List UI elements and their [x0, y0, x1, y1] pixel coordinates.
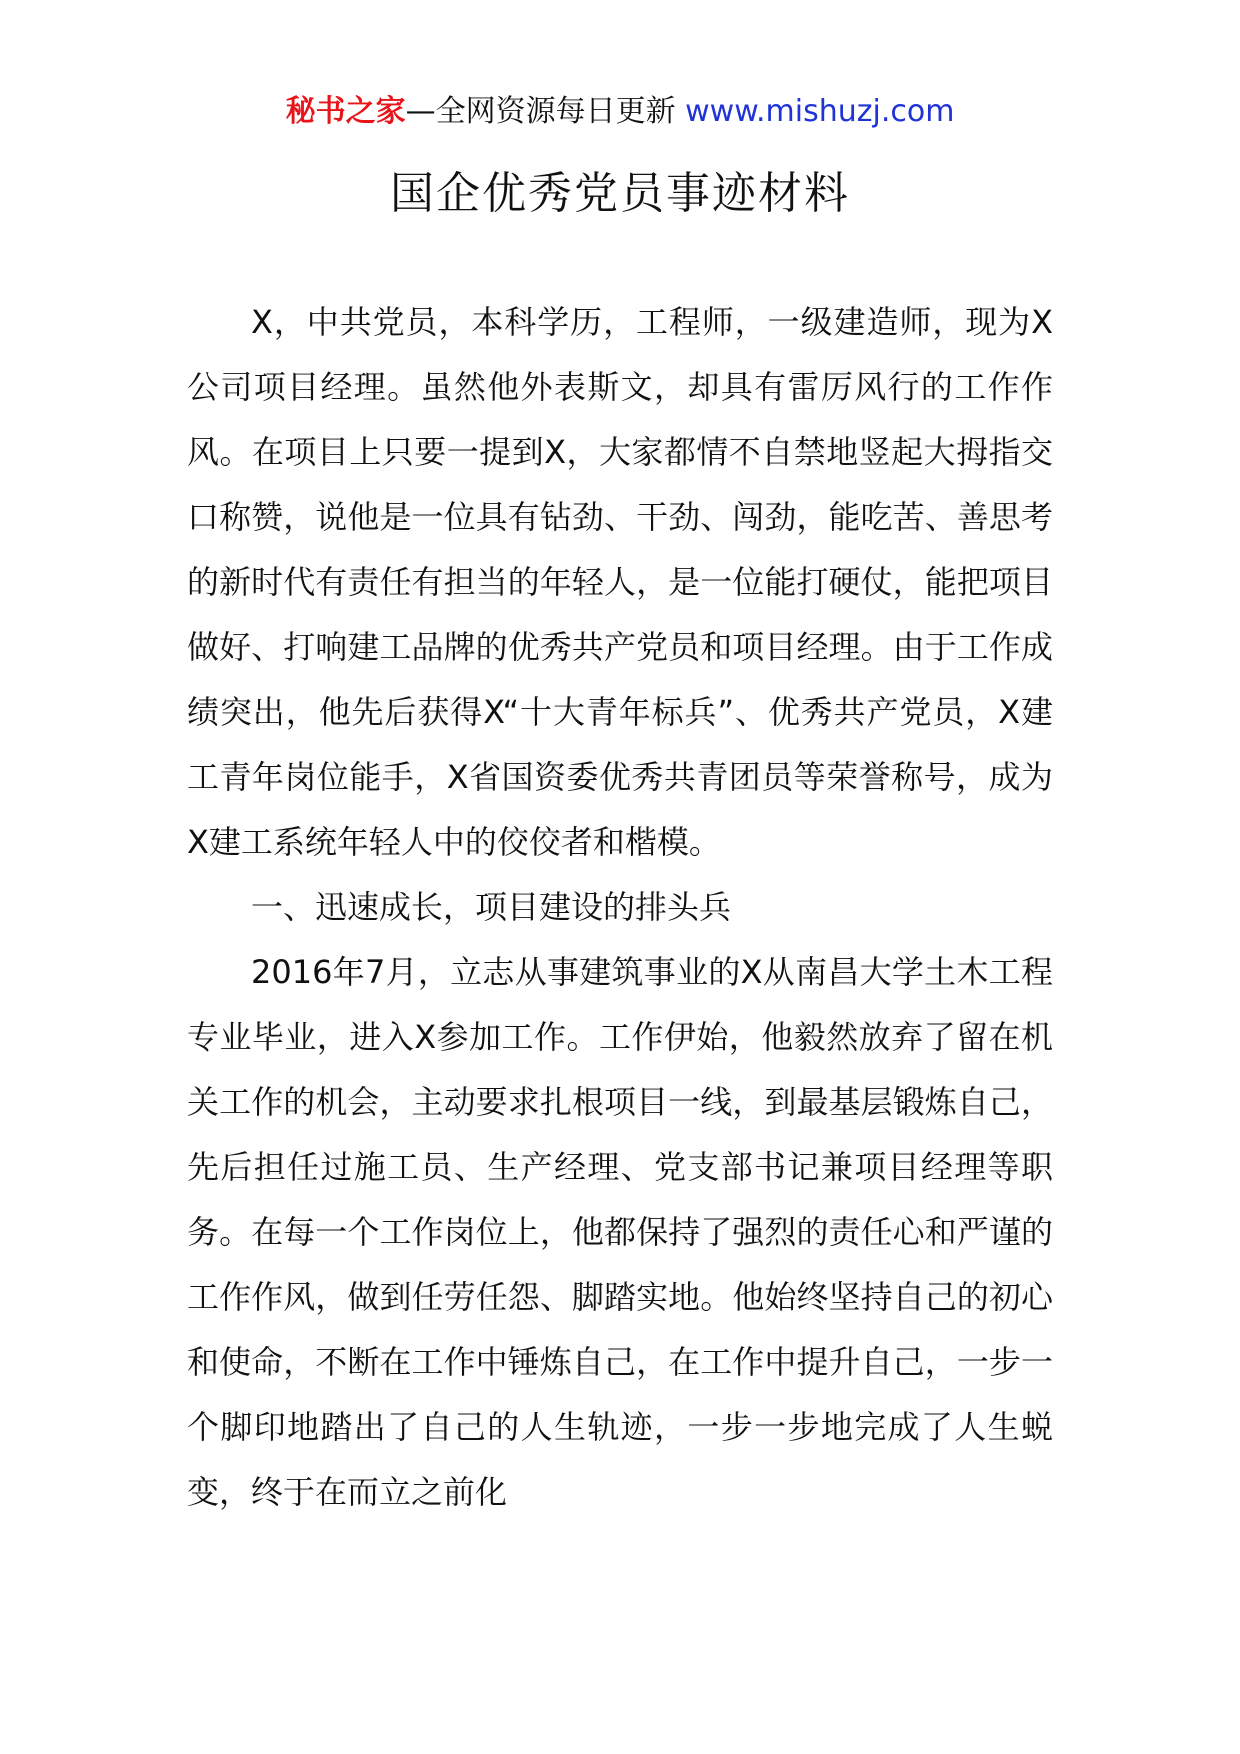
document-title: 国企优秀党员事迹材料 [390, 168, 850, 219]
site-tagline: —全网资源每日更新 [405, 94, 686, 129]
body-paragraph: 2016年7月，立志从事建筑事业的X从南昌大学土木工程专业毕业，进入X参加工作。工作伊始，他毅然放弃了留在机关工作的机会，主动要求扎根项目一线，到最基层锻炼自己，先后担任过施工员、生产经理、党支部书记兼项目经理等职务。在每一个工作岗位上，他都保持了强烈的责任心和严谨的工作作风，做到任劳任怨、脚踏实地。他始终坚持自己的初心和使命，不断在工作中锤炼自己，在工作中提升自己，一步一个脚印地踏出了自己的人生轨迹，一步一步地完成了人生蜕变，终于在而立之前化 [187, 953, 1053, 1511]
intro-paragraph: X，中共党员，本科学历，工程师，一级建造师，现为X公司项目经理。虽然他外表斯文，却具有雷厉风行的工作作风。在项目上只要一提到X，大家都情不自禁地竖起大拇指交口称赞，说他是一位具有钻劲、干劲、闯劲，能吃苦、善思考的新时代有责任有担当的年轻人，是一位能打硬仗，能把项目做好、打响建工品牌的优秀共产党员和项目经理。由于工作成绩突出，他先后获得X“十大青年标兵”、优秀共产党员，X建工青年岗位能手，X省国资委优秀共青团员等荣誉称号，成为X建工系统年轻人中的佼佼者和楷模。 [187, 303, 1053, 861]
section-heading: 一、迅速成长，项目建设的排头兵 [251, 888, 732, 926]
site-url-link[interactable]: www.mishuzj.com [685, 94, 955, 129]
document-body [187, 290, 1053, 1525]
site-brand: 秘书之家 [285, 94, 406, 129]
site-header [0, 92, 1240, 132]
